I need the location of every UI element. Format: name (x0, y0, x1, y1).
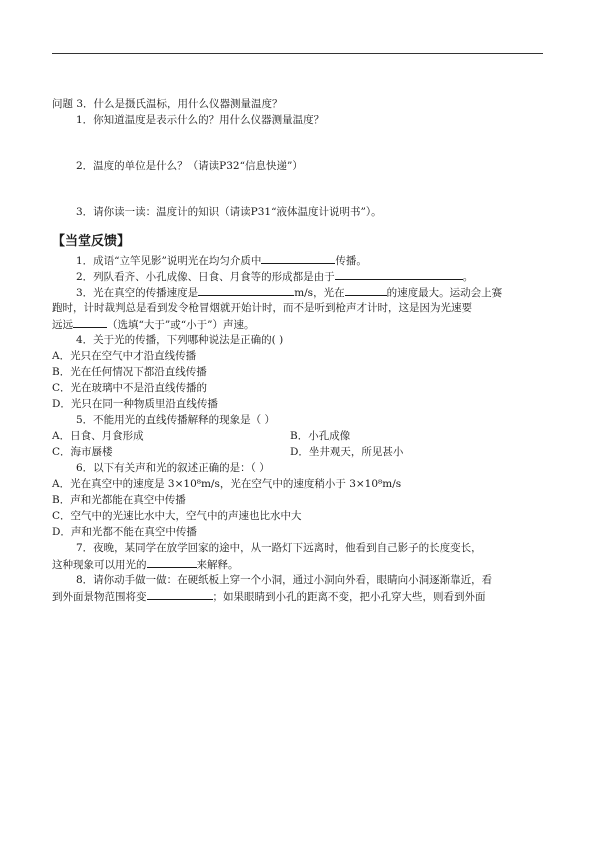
worksheet (52, 96, 543, 604)
feedback-item-2: 2．列队看齐、小孔成像、日食、月食等的形成都是由于 。 (52, 268, 543, 284)
feedback-item-8: 8．请你动手做一做：在硬纸板上穿一个小洞，通过小洞向外看，眼睛向小洞逐渐靠近，看 (76, 574, 493, 586)
feedback-item-3-cont-2: 远远 （选填“大于”或“小于”）声速。 (52, 316, 543, 332)
feedback-heading: 【当堂反馈】 (52, 234, 131, 249)
question-3-title: 问题 3．什么是摄氏温标，用什么仪器测量温度？ (52, 98, 283, 110)
feedback-item-6: 6．以下有关声和光的叙述正确的是：（ ） (76, 462, 270, 474)
option-c: C．光在玻璃中不是沿直线传播的 (52, 382, 208, 394)
answer-blank[interactable] (261, 252, 335, 264)
feedback-item-5: 5．不能用光的直线传播解释的现象是（ ） (76, 414, 276, 426)
answer-blank[interactable] (345, 284, 387, 296)
option-a: A．光在真空中的速度是 3×10⁸m/s，光在空气中的速度稍小于 3×10⁸m/s (52, 478, 402, 490)
feedback-item-3: 3．光在真空的传播速度是 m/s，光在 的速度最大。运动会上赛 (52, 284, 543, 300)
options-row (52, 428, 543, 444)
option-c: C．海市蜃楼 (52, 446, 113, 458)
answer-blank[interactable] (147, 588, 213, 600)
option-b: B．光在任何情况下都沿直线传播 (52, 366, 207, 378)
answer-blank[interactable] (73, 316, 107, 328)
question-3-sub-2: 2．温度的单位是什么？（请读P32“信息快递”） (76, 160, 303, 172)
option-d: D．声和光都不能在真空中传播 (52, 526, 197, 538)
answer-blank[interactable] (335, 268, 463, 280)
option-a: A．日食、月食形成 (52, 430, 144, 442)
feedback-item-3-cont-1: 跑时，计时裁判总是看到发令枪冒烟就开始计时，而不是听到枪声才计时，这是因为光速要 (52, 302, 472, 314)
header-rule (52, 53, 543, 54)
option-b: B．声和光都能在真空中传播 (52, 494, 186, 506)
option-d: D．坐井观天，所见甚小 (290, 446, 404, 458)
feedback-item-7: 7．夜晚，某同学在放学回家的途中，从一路灯下远离时，他看到自己影子的长度变长， (76, 542, 482, 554)
option-c: C．空气中的光速比水中大，空气中的声速也比水中大 (52, 510, 302, 522)
feedback-item-8-cont: 到外面景物范围将变 ；如果眼睛到小孔的距离不变，把小孔穿大些，则看到外面 (52, 588, 543, 604)
option-b: B．小孔成像 (290, 430, 351, 442)
question-3-sub-1: 1．你知道温度是表示什么的？用什么仪器测量温度？ (76, 114, 325, 126)
question-3-sub-3: 3．请你读一读：温度计的知识（请读P31“液体温度计说明书”）。 (76, 206, 382, 218)
feedback-item-7-cont: 这种现象可以用光的 来解释。 (52, 556, 543, 572)
answer-blank[interactable] (147, 556, 197, 568)
option-d: D．光只在同一种物质里沿直线传播 (52, 398, 218, 410)
feedback-item-4: 4．关于光的传播，下列哪种说法是正确的( ) (76, 334, 284, 346)
option-a: A．光只在空气中才沿直线传播 (52, 350, 197, 362)
answer-blank[interactable] (198, 284, 294, 296)
feedback-item-1: 1．成语“立竿见影”说明光在均匀介质中 传播。 (52, 252, 543, 268)
options-row (52, 444, 543, 460)
